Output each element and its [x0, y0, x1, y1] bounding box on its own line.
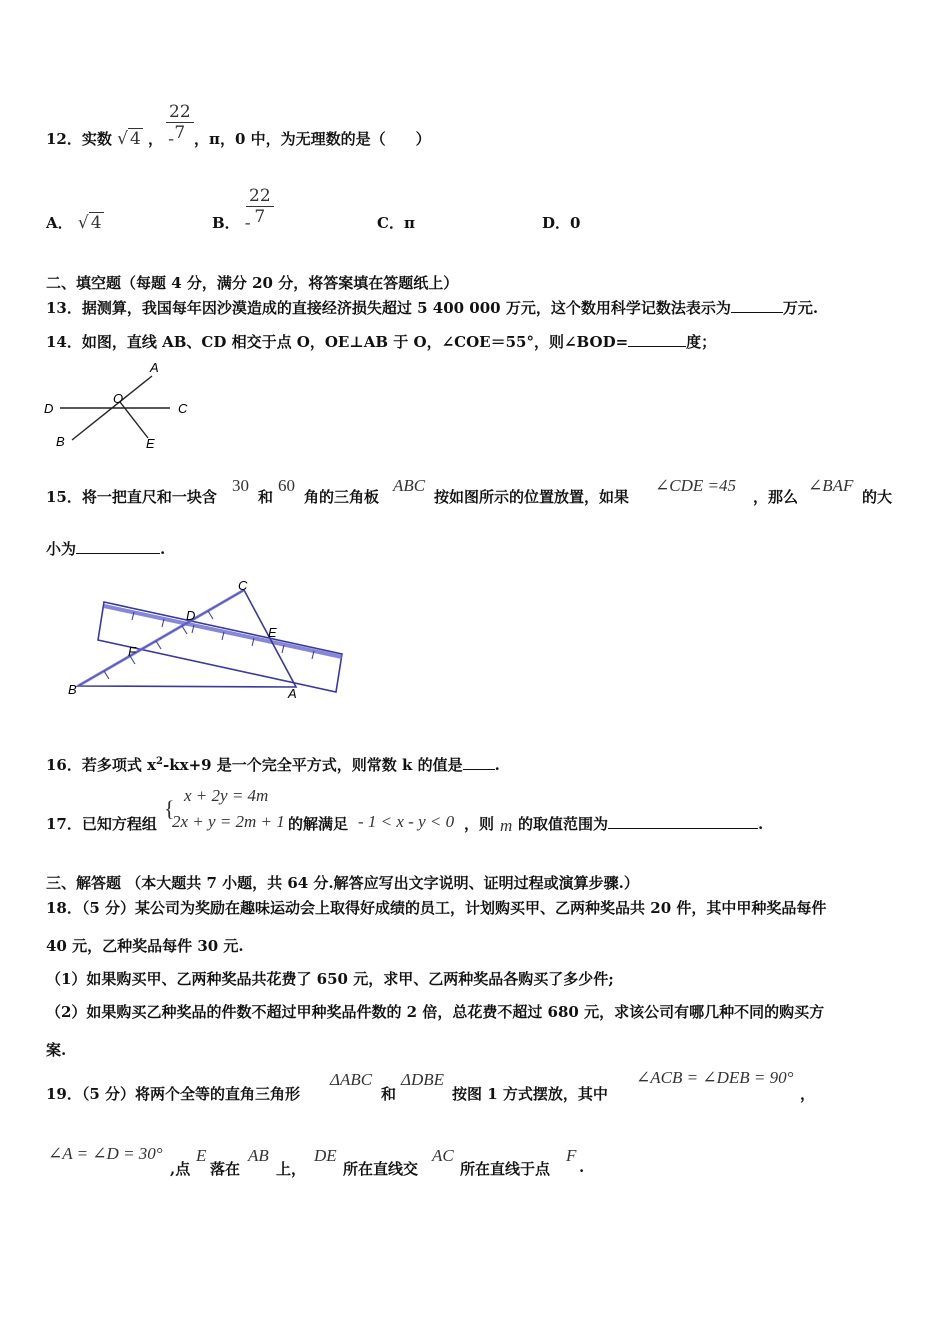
- q17-m: m: [500, 816, 513, 835]
- q12-option-c[interactable]: C．π: [377, 214, 415, 232]
- q19-triangle-abc: ΔABC: [330, 1070, 373, 1089]
- q13-blank[interactable]: [731, 298, 783, 313]
- q19-de: DE: [314, 1146, 337, 1165]
- q12-rest: ，π，0 中，为无理数的是（ ）: [194, 130, 431, 148]
- label-b: B: [68, 682, 77, 697]
- q15-text-6: 小为 .: [46, 540, 166, 558]
- q15-blank[interactable]: [76, 539, 160, 554]
- q17-brace: {: [164, 796, 175, 821]
- q19-text-3: ,点: [170, 1160, 191, 1178]
- label-b: B: [56, 434, 65, 449]
- q15-baf: ∠BAF: [808, 476, 854, 495]
- label-c: C: [238, 578, 248, 593]
- label-a: A: [150, 360, 159, 375]
- q14: 14．如图，直线 AB、CD 相交于点 O，OE⊥AB 于 O，∠COE＝55°，则∠BOD= 度；: [46, 333, 717, 351]
- q12-option-b[interactable]: B． -: [212, 213, 251, 232]
- section-2-heading: 二、填空题（每题 4 分，满分 20 分，将答案填在答题纸上）: [46, 274, 459, 292]
- q15-text-2: 角的三角板: [304, 488, 380, 506]
- label-c: C: [178, 401, 188, 416]
- q12-option-d[interactable]: D．0: [542, 214, 581, 232]
- q15-30: 30: [232, 476, 249, 495]
- q17-text-3: ，则: [464, 815, 495, 833]
- label-a: A: [288, 686, 297, 701]
- q15-text-5: 的大: [862, 488, 893, 506]
- q19-and: 和: [381, 1085, 397, 1103]
- q12-option-a[interactable]: A． √ 4: [46, 213, 102, 233]
- section-3-heading: 三、解答题 （本大题共 7 小题，共 64 分.解答应写出文字说明、证明过程或演算步骤.）: [46, 874, 639, 892]
- q19-ac: AC: [432, 1146, 454, 1165]
- q16-blank[interactable]: [463, 755, 495, 770]
- label-e: E: [268, 625, 277, 640]
- q13: 13．据测算，我国每年因沙漠造成的直接经济损失超过 5 400 000 万元，这个数用科学记数法表示为 万元.: [46, 299, 819, 317]
- q18-line-5: 案.: [46, 1041, 67, 1059]
- q19-ab: AB: [248, 1146, 269, 1165]
- q15-text-3: 按如图所示的位置放置，如果: [434, 488, 630, 506]
- figure-14-lines: [40, 356, 200, 452]
- sqrt-4: √ 4: [117, 129, 141, 149]
- q17-blank[interactable]: [608, 814, 758, 829]
- q15-abc: ABC: [393, 476, 426, 495]
- q17-eq2: 2x + y = 2m + 1: [172, 812, 285, 831]
- q19-text-5: 上，: [276, 1160, 307, 1178]
- q19-point-f: F: [566, 1146, 577, 1165]
- q17-text-1: 17．已知方程组: [46, 815, 157, 833]
- q15-and: 和: [258, 488, 274, 506]
- q15-cde: ∠CDE =45: [655, 476, 736, 495]
- q19-triangle-dbe: ΔDBE: [401, 1070, 445, 1089]
- q17-text-2: 的解满足: [288, 815, 349, 833]
- label-e: E: [146, 436, 155, 451]
- q15-text-1: 15．将一把直尺和一块含: [46, 488, 217, 506]
- q18-part-1: （1）如果购买甲、乙两种奖品共花费了 650 元，求甲、乙两种奖品各购买了多少件;: [46, 970, 614, 988]
- q14-blank[interactable]: [628, 332, 686, 347]
- q19-text-7: 所在直线于点: [460, 1160, 551, 1178]
- label-d: D: [44, 401, 54, 416]
- q19-text-1: 19．（5 分）将两个全等的直角三角形: [46, 1085, 301, 1103]
- q12-fraction: $\frac{22}{7}$: [166, 102, 194, 143]
- q12-stem: 12．实数 √ 4 ， -: [46, 129, 174, 149]
- label-d: D: [186, 608, 196, 623]
- q17-eq1: x + 2y = 4m: [184, 786, 269, 805]
- q19-text-6: 所在直线交: [343, 1160, 419, 1178]
- q12-option-b-fraction: $\frac{22}{7}$: [246, 186, 274, 227]
- q19-text-4: 落在: [210, 1160, 241, 1178]
- q16: 16．若多项式 $x^2-kx+9$ 是一个完全平方式，则常数 k 的值是 .: [46, 756, 500, 774]
- q17-text-4: 的取值范围为 .: [518, 815, 764, 833]
- q19-angles-30: ∠A = ∠D = 30°: [48, 1144, 163, 1163]
- label-f: F: [128, 644, 136, 659]
- figure-15-ruler-triangle: [64, 576, 356, 702]
- q19-angles-90: ∠ACB = ∠DEB = 90°: [636, 1068, 794, 1087]
- q18-line-1: 18．（5 分）某公司为奖励在趣味运动会上取得好成绩的员工，计划购买甲、乙两种奖品共 20 件，其中甲种奖品每件: [46, 899, 827, 917]
- q18-part-2: （2）如果购买乙种奖品的件数不超过甲种奖品件数的 2 倍，总花费不超过 680 元，求该公司有哪几种不同的购买方: [46, 1003, 825, 1021]
- q17-ineq: - 1 < x - y < 0: [358, 812, 455, 831]
- q19-end: .: [579, 1158, 585, 1176]
- q15-60: 60: [278, 476, 295, 495]
- q19-point-e: E: [196, 1146, 207, 1165]
- q18-line-2: 40 元，乙种奖品每件 30 元.: [46, 937, 244, 955]
- q15-text-4: ，那么: [753, 488, 799, 506]
- q19-text-2: 按图 1 方式摆放，其中: [452, 1085, 608, 1103]
- q19-comma: ，: [800, 1085, 816, 1103]
- label-o: O: [113, 391, 124, 406]
